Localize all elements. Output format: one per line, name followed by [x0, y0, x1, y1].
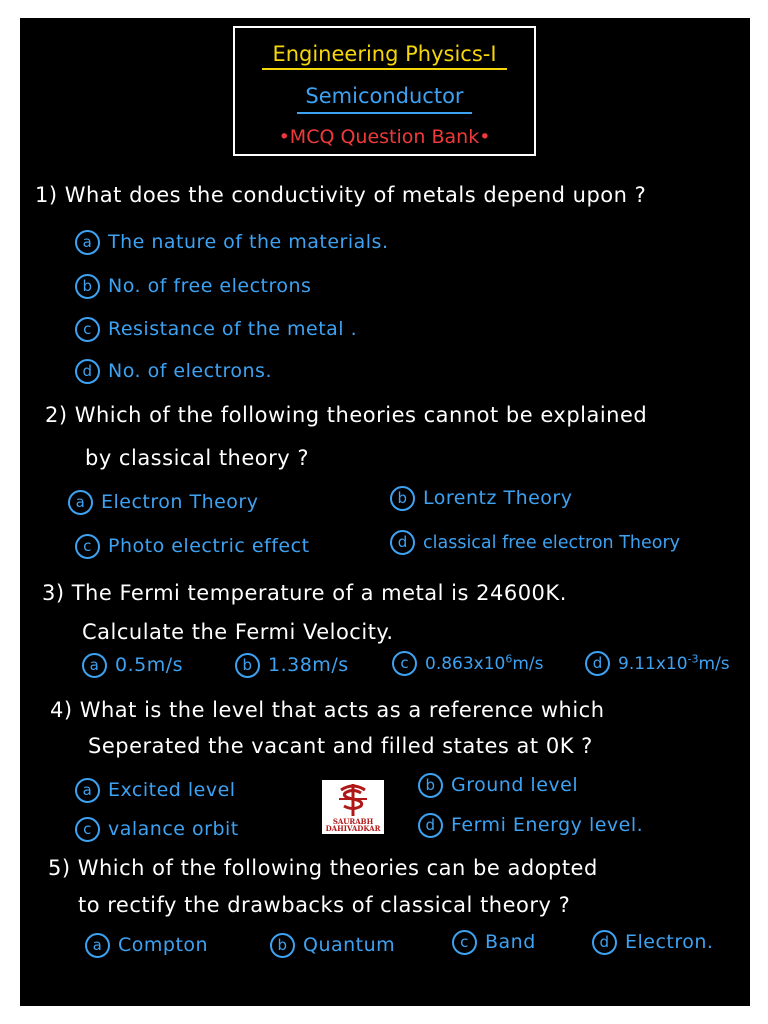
- q2-option-d: d classical free electron Theory: [390, 530, 680, 555]
- worksheet: [20, 18, 750, 1006]
- question-3-line-1: 3) The Fermi temperature of a metal is 24600K.: [42, 581, 567, 605]
- option-d-marker: d: [418, 813, 443, 838]
- option-a-marker: a: [82, 653, 107, 678]
- q5-option-a: a Compton: [85, 933, 208, 958]
- option-d-marker: d: [592, 930, 617, 955]
- question-2-line-2: by classical theory ?: [85, 446, 310, 470]
- q2-option-c: c Photo electric effect: [75, 534, 310, 559]
- topic-title: Semiconductor: [297, 84, 471, 114]
- question-3-line-2: Calculate the Fermi Velocity.: [82, 620, 394, 644]
- option-b-marker: b: [418, 773, 443, 798]
- option-c-marker: c: [452, 930, 477, 955]
- q2-option-b: b Lorentz Theory: [390, 486, 572, 511]
- option-d-marker: d: [585, 651, 610, 676]
- option-a-marker: a: [75, 230, 100, 255]
- option-d-marker: d: [75, 359, 100, 384]
- option-d-marker: d: [390, 530, 415, 555]
- q5-option-b: b Quantum: [270, 933, 395, 958]
- question-1-line-1: 1) What does the conductivity of metals depend upon ?: [35, 183, 647, 207]
- q3-option-d: d $9.11x10^{-3}m/s$: [585, 651, 730, 676]
- option-c-marker: c: [75, 817, 100, 842]
- option-a-marker: a: [75, 778, 100, 803]
- q4-option-b: b Ground level: [418, 773, 578, 798]
- question-2-line-1: 2) Which of the following theories cannot be explained: [45, 403, 648, 427]
- option-c-marker: c: [392, 651, 417, 676]
- question-5-line-2: to rectify the drawbacks of classical theory ?: [78, 893, 571, 917]
- q3-option-c: c $0.863x10^6m/s$: [392, 651, 544, 676]
- brand-logo: [322, 780, 384, 834]
- option-a-marker: a: [68, 490, 93, 515]
- option-b-marker: b: [390, 486, 415, 511]
- option-b-marker: b: [270, 933, 295, 958]
- option-c-marker: c: [75, 317, 100, 342]
- title-box: [233, 26, 536, 156]
- q5-option-d: d Electron.: [592, 930, 713, 955]
- q4-option-c: c valance orbit: [75, 817, 239, 842]
- q1-option-c: c Resistance of the metal .: [75, 317, 357, 342]
- logo-mark-icon: [322, 780, 384, 818]
- logo-wordmark: SAURABH DAHIVADKAR: [325, 817, 381, 833]
- q3-option-b: b 1.38m/s: [235, 653, 349, 678]
- q4-option-a: a Excited level: [75, 778, 236, 803]
- question-4-line-2: Seperated the vacant and filled states at 0K ?: [88, 734, 593, 758]
- option-a-marker: a: [85, 933, 110, 958]
- q1-option-a: a The nature of the materials.: [75, 230, 389, 255]
- q3-option-a: a 0.5m/s: [82, 653, 183, 678]
- q5-option-c: c Band: [452, 930, 536, 955]
- option-b-marker: b: [75, 274, 100, 299]
- q1-option-d: d No. of electrons.: [75, 359, 272, 384]
- question-bank-label: •MCQ Question Bank•: [278, 126, 491, 148]
- question-4-line-1: 4) What is the level that acts as a reference which: [50, 698, 605, 722]
- q1-option-b: b No. of free electrons: [75, 274, 311, 299]
- question-5-line-1: 5) Which of the following theories can be adopted: [48, 856, 598, 880]
- option-c-marker: c: [75, 534, 100, 559]
- q2-option-a: a Electron Theory: [68, 490, 259, 515]
- q4-option-d: d Fermi Energy level.: [418, 813, 643, 838]
- option-b-marker: b: [235, 653, 260, 678]
- course-title: Engineering Physics-I: [262, 42, 506, 70]
